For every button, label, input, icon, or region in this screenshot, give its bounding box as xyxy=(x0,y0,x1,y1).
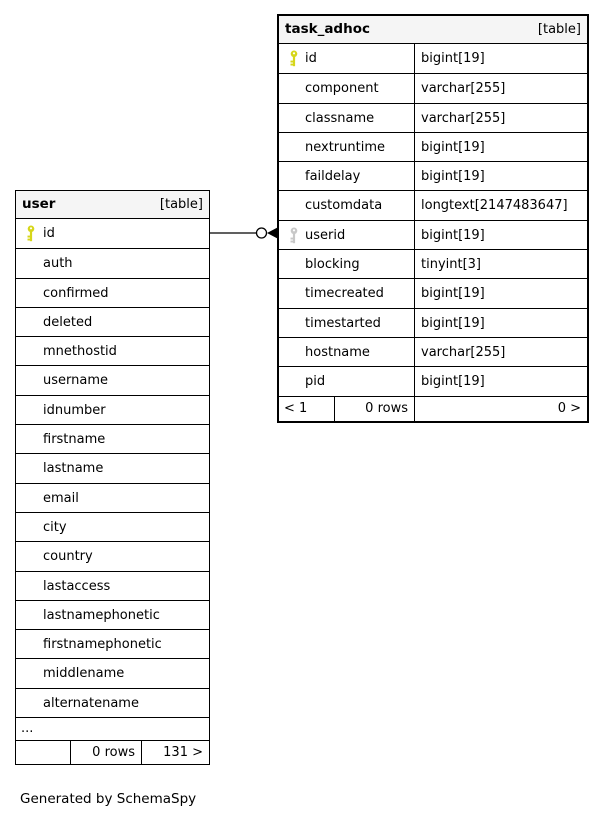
column-type-cell: bigint[19] xyxy=(421,286,485,302)
column-name: idnumber xyxy=(43,402,106,418)
column-name-cell xyxy=(16,689,209,717)
column-name: userid xyxy=(305,227,346,243)
user-column-row-idnumber[interactable] xyxy=(16,395,209,424)
column-type-cell: varchar[255] xyxy=(421,81,506,97)
column-name-cell xyxy=(279,44,415,73)
table-user-footer xyxy=(16,740,209,764)
column-name: faildelay xyxy=(305,169,361,185)
user-column-row-deleted[interactable] xyxy=(16,307,209,336)
table-user-ellipsis-row: ... xyxy=(16,717,209,740)
table-task-adhoc-footer xyxy=(279,396,587,421)
table-task-adhoc-name[interactable]: task_adhoc xyxy=(285,21,370,37)
column-type-cell: bigint[19] xyxy=(421,227,485,243)
user-column-row-lastname[interactable] xyxy=(16,453,209,482)
table-user xyxy=(15,190,210,765)
column-name-cell xyxy=(16,513,209,541)
column-name: firstnamephonetic xyxy=(43,637,162,653)
column-type-cell: bigint[19] xyxy=(421,374,485,390)
table-task-adhoc-columns xyxy=(279,44,587,396)
column-name: lastname xyxy=(43,461,104,477)
column-name-cell xyxy=(16,308,209,336)
column-name: hostname xyxy=(305,344,370,360)
task-adhoc-column-row-nextruntime[interactable] xyxy=(279,132,587,161)
user-column-row-firstname[interactable] xyxy=(16,424,209,453)
column-type-cell: varchar[255] xyxy=(421,110,506,126)
column-name: customdata xyxy=(305,198,383,214)
user-column-row-firstnamephonetic[interactable] xyxy=(16,629,209,658)
table-task-adhoc-type-label: [table] xyxy=(537,22,581,37)
column-name: email xyxy=(43,490,79,506)
table-user-footer-children-count: 131 > xyxy=(163,745,203,761)
task-adhoc-column-row-classname[interactable] xyxy=(279,103,587,132)
column-name-cell xyxy=(16,542,209,570)
table-task-adhoc-header[interactable] xyxy=(279,16,587,44)
column-name-cell xyxy=(279,367,415,395)
column-name: id xyxy=(305,51,317,66)
column-name: blocking xyxy=(305,257,360,273)
user-column-row-alternatename[interactable] xyxy=(16,688,209,717)
user-column-row-country[interactable] xyxy=(16,541,209,570)
user-column-row-confirmed[interactable] xyxy=(16,278,209,307)
column-name-cell xyxy=(16,366,209,394)
column-type-cell: longtext[2147483647] xyxy=(421,198,568,214)
column-name: classname xyxy=(305,110,375,126)
table-user-name[interactable]: user xyxy=(22,196,56,212)
user-column-row-city[interactable] xyxy=(16,512,209,541)
column-name: pid xyxy=(305,374,326,390)
task-adhoc-column-row-id[interactable] xyxy=(279,44,587,73)
table-user-header[interactable] xyxy=(16,191,209,219)
column-name-cell xyxy=(279,309,415,337)
task-adhoc-column-row-hostname[interactable] xyxy=(279,337,587,366)
user-column-row-mnethostid[interactable] xyxy=(16,336,209,365)
column-name: mnethostid xyxy=(43,344,117,360)
column-name-cell xyxy=(279,104,415,132)
column-name: username xyxy=(43,373,108,389)
user-column-row-id[interactable] xyxy=(16,219,209,248)
column-type-cell: bigint[19] xyxy=(421,315,485,331)
column-name-cell xyxy=(16,601,209,629)
table-task-adhoc xyxy=(277,14,589,423)
table-task-adhoc-footer-parents-count: < 1 xyxy=(279,397,335,421)
column-name-cell xyxy=(279,338,415,366)
column-name-cell xyxy=(279,279,415,307)
column-name-cell xyxy=(16,337,209,365)
column-name: city xyxy=(43,519,67,535)
column-name-cell xyxy=(16,454,209,482)
relationship-circle-marker xyxy=(257,228,267,238)
column-type-cell: bigint[19] xyxy=(421,139,485,155)
task-adhoc-column-row-blocking[interactable] xyxy=(279,249,587,278)
column-name: lastnamephonetic xyxy=(43,607,160,623)
table-user-columns xyxy=(16,219,209,717)
column-name: id xyxy=(43,226,55,241)
user-column-row-auth[interactable] xyxy=(16,248,209,277)
column-name-cell xyxy=(279,191,415,219)
column-name: country xyxy=(43,549,93,565)
column-name: alternatename xyxy=(43,695,139,711)
task-adhoc-column-row-timecreated[interactable] xyxy=(279,278,587,307)
column-name: auth xyxy=(43,256,73,272)
table-user-type-label: [table] xyxy=(159,197,203,212)
column-name: nextruntime xyxy=(305,139,385,155)
user-column-row-middlename[interactable] xyxy=(16,658,209,687)
column-name-cell xyxy=(279,250,415,278)
task-adhoc-column-row-component[interactable] xyxy=(279,73,587,102)
relationship-connector-user-id-to-task-adhoc-userid xyxy=(205,219,285,247)
relationship-arrowhead xyxy=(267,228,278,239)
task-adhoc-column-row-userid[interactable] xyxy=(279,220,587,249)
primary-key-icon xyxy=(26,225,36,242)
column-name: lastaccess xyxy=(43,578,111,594)
task-adhoc-column-row-pid[interactable] xyxy=(279,366,587,395)
foreign-key-icon xyxy=(289,227,299,244)
column-type-cell: bigint[19] xyxy=(421,169,485,185)
column-name: firstname xyxy=(43,432,106,448)
column-name-cell xyxy=(16,396,209,424)
column-name-cell xyxy=(16,219,209,248)
column-name-cell xyxy=(279,74,415,102)
user-column-row-lastnamephonetic[interactable] xyxy=(16,600,209,629)
table-task-adhoc-footer-children-count: 0 > xyxy=(557,400,581,416)
user-column-row-email[interactable] xyxy=(16,483,209,512)
table-task-adhoc-footer-rowcount: 0 rows xyxy=(335,397,415,421)
column-name: timestarted xyxy=(305,315,381,331)
column-name-cell xyxy=(279,221,415,249)
column-name-cell xyxy=(16,484,209,512)
column-type-cell: tinyint[3] xyxy=(421,257,482,273)
column-type-cell: varchar[255] xyxy=(421,344,506,360)
column-name-cell xyxy=(16,425,209,453)
column-name-cell xyxy=(16,249,209,277)
user-column-row-username[interactable] xyxy=(16,365,209,394)
column-name-cell xyxy=(16,279,209,307)
user-column-row-lastaccess[interactable] xyxy=(16,571,209,600)
column-type-cell: bigint[19] xyxy=(421,51,485,66)
column-name-cell xyxy=(279,162,415,190)
table-user-footer-left-cell xyxy=(16,741,71,764)
task-adhoc-column-row-timestarted[interactable] xyxy=(279,308,587,337)
column-name: component xyxy=(305,81,379,97)
column-name: timecreated xyxy=(305,286,384,302)
generated-by-text: Generated by SchemaSpy xyxy=(20,791,197,807)
column-name: middlename xyxy=(43,666,125,682)
column-name-cell xyxy=(16,572,209,600)
primary-key-icon xyxy=(289,50,299,67)
task-adhoc-column-row-customdata[interactable] xyxy=(279,190,587,219)
column-name: deleted xyxy=(43,314,93,330)
column-name: confirmed xyxy=(43,285,109,301)
task-adhoc-column-row-faildelay[interactable] xyxy=(279,161,587,190)
column-name-cell xyxy=(16,659,209,687)
column-name-cell xyxy=(279,133,415,161)
column-name-cell xyxy=(16,630,209,658)
table-user-footer-rowcount: 0 rows xyxy=(71,741,142,764)
